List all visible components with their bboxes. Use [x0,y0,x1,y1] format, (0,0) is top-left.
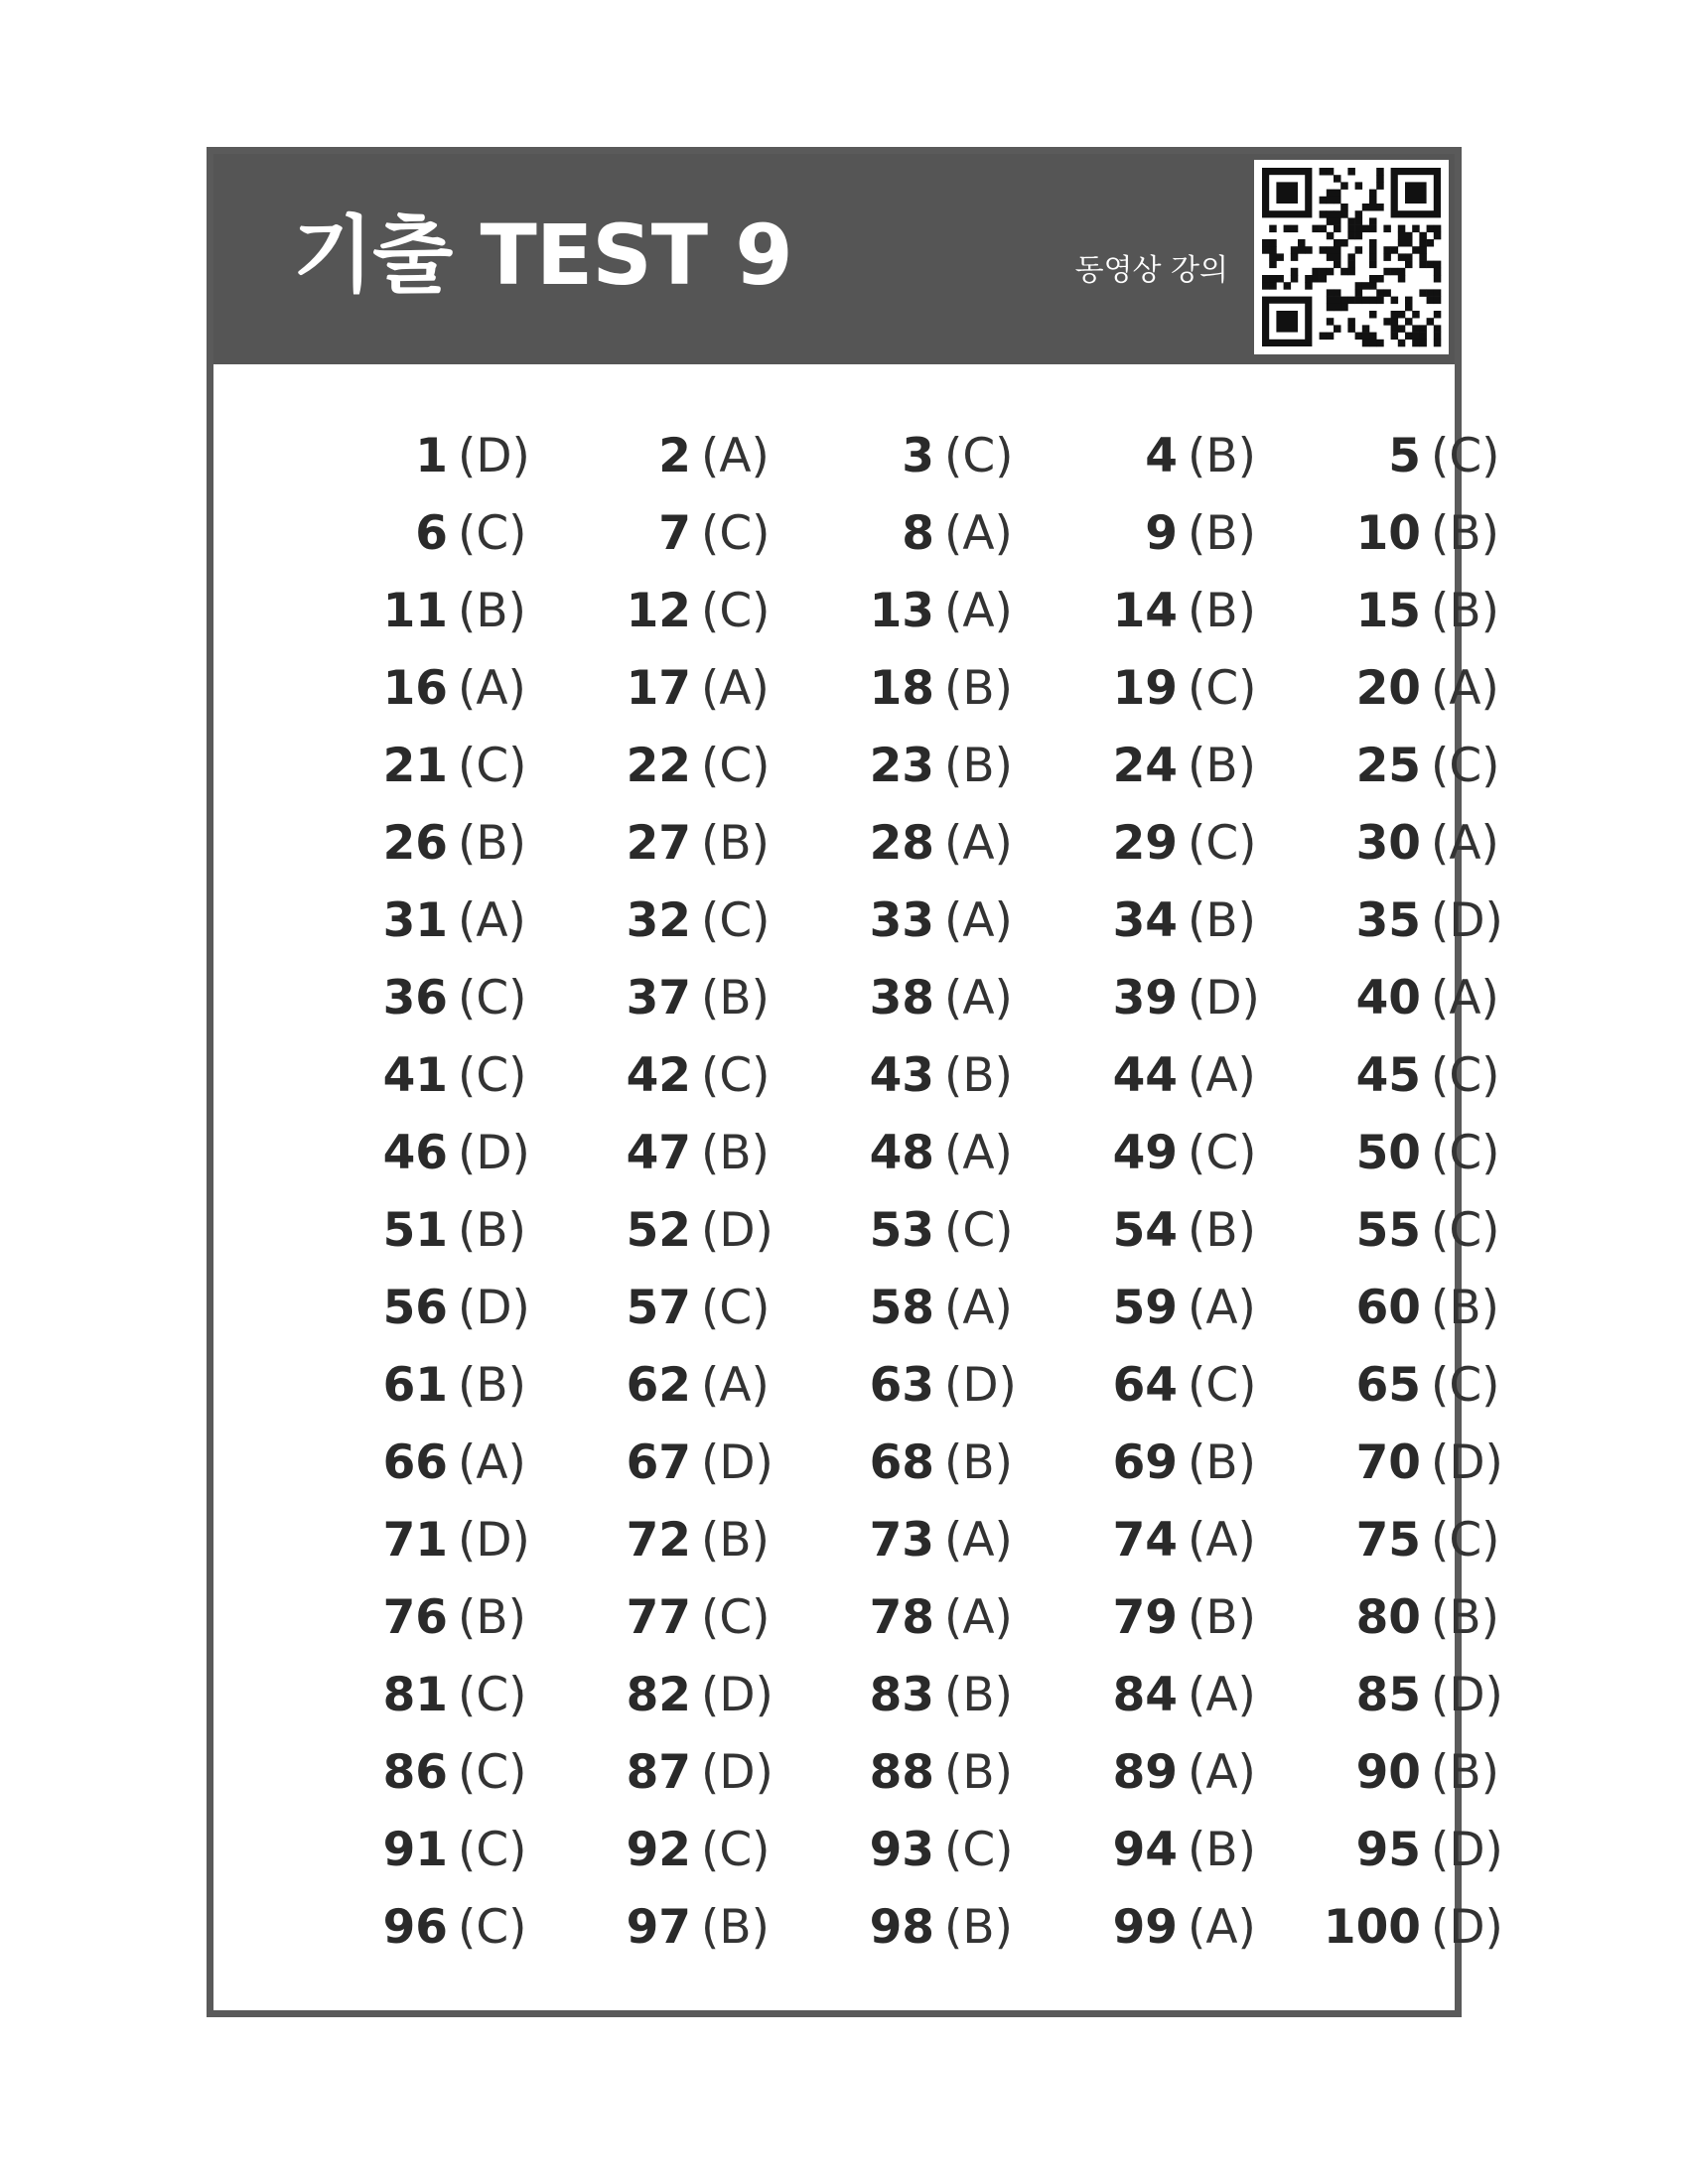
question-number: 99 [1112,1900,1178,1955]
answer-choice: (A) [458,1435,526,1490]
question-number: 51 [382,1203,448,1258]
answer-choice: (B) [1188,584,1256,638]
question-number: 55 [1355,1203,1421,1258]
answer-choice: (B) [944,739,1013,793]
answer-item [1242,1425,1540,1502]
answer-row [279,1812,1503,1889]
answer-item [1242,1270,1540,1347]
question-number: 68 [869,1435,934,1490]
qr-code-icon[interactable] [1254,160,1449,354]
question-number: 90 [1355,1745,1421,1800]
answer-choice: (A) [944,1590,1013,1645]
answer-choice: (C) [1431,1048,1500,1103]
answer-choice: (D) [458,1281,530,1335]
qr-code-graphic [1254,160,1449,354]
answer-choice: (C) [944,429,1014,483]
question-number: 29 [1112,816,1178,871]
answer-row [279,495,1499,573]
question-number: 88 [869,1745,934,1800]
question-number: 74 [1112,1513,1178,1568]
answer-choice: (B) [944,1668,1013,1722]
answer-choice: (C) [1431,1126,1500,1180]
question-number: 80 [1355,1590,1421,1645]
answer-choice: (D) [458,429,530,483]
answer-choice: (C) [458,1048,527,1103]
answer-row [279,1115,1500,1192]
answer-choice: (D) [1431,1435,1503,1490]
question-number: 11 [382,584,448,638]
answer-choice: (C) [701,1048,771,1103]
answer-choice: (B) [458,1203,526,1258]
page-title: 기출 TEST 9 [293,206,792,304]
answer-choice: (C) [701,584,771,638]
question-number: 9 [1145,506,1178,561]
answer-choice: (D) [1431,1900,1503,1955]
answer-choice: (B) [701,1126,770,1180]
question-number: 62 [626,1358,691,1413]
question-number: 17 [626,661,691,716]
question-number: 93 [869,1823,934,1877]
answer-row [279,1734,1499,1812]
answer-row [279,883,1503,960]
answer-choice: (A) [1188,1513,1256,1568]
answer-choice: (B) [1431,506,1499,561]
answer-choice: (B) [1188,1823,1256,1877]
answer-key-header [213,154,1455,364]
question-number: 95 [1355,1823,1421,1877]
question-number: 71 [382,1513,448,1568]
question-number: 47 [626,1126,691,1180]
answer-choice: (C) [1188,816,1257,871]
answer-choice: (C) [1431,739,1500,793]
question-number: 86 [382,1745,448,1800]
question-number: 100 [1323,1900,1421,1955]
question-number: 18 [869,661,934,716]
question-number: 69 [1112,1435,1178,1490]
question-number: 66 [382,1435,448,1490]
answer-item [1242,573,1540,650]
answer-choice: (C) [1431,1203,1500,1258]
answer-choice: (A) [1188,1048,1256,1103]
answer-choice: (B) [1431,1590,1499,1645]
question-number: 78 [869,1590,934,1645]
answer-choice: (A) [1431,816,1499,871]
answer-choice: (A) [944,506,1013,561]
answer-choice: (C) [1431,429,1500,483]
answer-row [279,650,1499,728]
answer-choice: (C) [458,506,527,561]
question-number: 6 [415,506,448,561]
question-number: 89 [1112,1745,1178,1800]
answer-choice: (D) [944,1358,1017,1413]
question-number: 85 [1355,1668,1421,1722]
answer-item [1242,1502,1540,1579]
question-number: 2 [658,429,691,483]
answer-choice: (A) [701,429,770,483]
question-number: 15 [1355,584,1421,638]
question-number: 67 [626,1435,691,1490]
answer-item [1242,650,1540,728]
answer-choice: (A) [1431,661,1499,716]
answer-row [279,805,1499,883]
answer-item [1242,1115,1540,1192]
answer-choice: (C) [458,1900,527,1955]
question-number: 46 [382,1126,448,1180]
question-number: 64 [1112,1358,1178,1413]
answer-choice: (C) [1188,1126,1257,1180]
question-number: 83 [869,1668,934,1722]
question-number: 35 [1355,893,1421,948]
question-number: 76 [382,1590,448,1645]
answer-row [279,1889,1503,1967]
answer-choice: (D) [701,1203,774,1258]
question-number: 91 [382,1823,448,1877]
answer-choice: (B) [944,1048,1013,1103]
question-number: 75 [1355,1513,1421,1568]
answer-choice: (C) [701,739,771,793]
answer-choice: (B) [1431,1745,1499,1800]
answer-choice: (C) [944,1823,1014,1877]
answer-choice: (D) [458,1126,530,1180]
question-number: 21 [382,739,448,793]
answer-choice: (B) [944,1435,1013,1490]
answer-choice: (A) [1188,1900,1256,1955]
question-number: 54 [1112,1203,1178,1258]
question-number: 32 [626,893,691,948]
question-number: 58 [869,1281,934,1335]
question-number: 92 [626,1823,691,1877]
question-number: 25 [1355,739,1421,793]
answer-choice: (B) [1431,1281,1499,1335]
answer-choice: (A) [701,661,770,716]
question-number: 8 [902,506,934,561]
answer-item [1242,418,1540,495]
question-number: 82 [626,1668,691,1722]
answer-choice: (B) [701,1513,770,1568]
question-number: 12 [626,584,691,638]
answer-row [279,1579,1499,1657]
answer-choice: (A) [944,971,1013,1025]
answer-item [1242,1347,1540,1425]
question-number: 13 [869,584,934,638]
question-number: 98 [869,1900,934,1955]
answer-choice: (A) [944,816,1013,871]
answer-choice: (C) [458,971,527,1025]
answer-choice: (D) [458,1513,530,1568]
answer-row [279,960,1499,1037]
question-number: 1 [415,429,448,483]
question-number: 48 [869,1126,934,1180]
question-number: 65 [1355,1358,1421,1413]
answer-choice: (A) [701,1358,770,1413]
answer-choice: (B) [1188,429,1256,483]
answer-choice: (B) [1188,893,1256,948]
answer-item [1242,1889,1540,1967]
question-number: 73 [869,1513,934,1568]
answer-choice: (A) [458,661,526,716]
answer-choice: (C) [1431,1513,1500,1568]
question-number: 38 [869,971,934,1025]
question-number: 23 [869,739,934,793]
answer-choice: (D) [701,1745,774,1800]
answer-item [1242,1657,1540,1734]
answer-choice: (C) [701,893,771,948]
question-number: 70 [1355,1435,1421,1490]
question-number: 43 [869,1048,934,1103]
answer-choice: (C) [701,1590,771,1645]
answer-grid [279,418,1503,1967]
answer-choice: (C) [458,1668,527,1722]
answer-item [1242,1192,1540,1270]
question-number: 60 [1355,1281,1421,1335]
answer-choice: (D) [1431,1823,1503,1877]
answer-row [279,1037,1500,1115]
answer-choice: (B) [701,816,770,871]
question-number: 31 [382,893,448,948]
question-number: 27 [626,816,691,871]
answer-choice: (A) [944,1281,1013,1335]
question-number: 96 [382,1900,448,1955]
answer-choice: (C) [1188,661,1257,716]
answer-choice: (D) [701,1435,774,1490]
answer-row [279,1347,1500,1425]
answer-choice: (A) [944,1513,1013,1568]
question-number: 40 [1355,971,1421,1025]
answer-row [279,1502,1500,1579]
answer-choice: (D) [1431,1668,1503,1722]
question-number: 87 [626,1745,691,1800]
answer-item [1242,805,1540,883]
answer-row [279,418,1500,495]
answer-choice: (A) [1188,1281,1256,1335]
question-number: 10 [1355,506,1421,561]
question-number: 52 [626,1203,691,1258]
answer-item [1242,1734,1540,1812]
video-lecture-label: 동영상 강의 [1074,253,1228,288]
answer-item [1242,960,1540,1037]
answer-choice: (C) [1188,1358,1257,1413]
question-number: 30 [1355,816,1421,871]
answer-choice: (B) [458,584,526,638]
answer-choice: (D) [701,1668,774,1722]
answer-choice: (B) [1431,584,1499,638]
answer-choice: (A) [458,893,526,948]
question-number: 19 [1112,661,1178,716]
question-number: 4 [1145,429,1178,483]
answer-choice: (C) [458,1823,527,1877]
answer-choice: (B) [1188,1435,1256,1490]
question-number: 61 [382,1358,448,1413]
question-number: 3 [902,429,934,483]
answer-choice: (A) [1188,1745,1256,1800]
answer-choice: (B) [944,661,1013,716]
answer-choice: (A) [944,584,1013,638]
question-number: 5 [1388,429,1421,483]
answer-choice: (B) [944,1900,1013,1955]
question-number: 20 [1355,661,1421,716]
question-number: 16 [382,661,448,716]
answer-choice: (B) [458,1590,526,1645]
answer-choice: (C) [458,739,527,793]
question-number: 50 [1355,1126,1421,1180]
question-number: 26 [382,816,448,871]
answer-choice: (B) [701,1900,770,1955]
answer-choice: (A) [1188,1668,1256,1722]
question-number: 41 [382,1048,448,1103]
question-number: 56 [382,1281,448,1335]
question-number: 84 [1112,1668,1178,1722]
question-number: 49 [1112,1126,1178,1180]
question-number: 63 [869,1358,934,1413]
answer-row [279,1192,1500,1270]
answer-choice: (C) [458,1745,527,1800]
answer-item [1242,883,1540,960]
question-number: 14 [1112,584,1178,638]
question-number: 22 [626,739,691,793]
answer-item [1242,1812,1540,1889]
answer-item [1242,1579,1540,1657]
question-number: 45 [1355,1048,1421,1103]
answer-row [279,1270,1499,1347]
answer-choice: (C) [1431,1358,1500,1413]
answer-choice: (A) [944,893,1013,948]
answer-choice: (B) [944,1745,1013,1800]
question-number: 77 [626,1590,691,1645]
question-number: 24 [1112,739,1178,793]
answer-choice: (B) [701,971,770,1025]
answer-choice: (B) [1188,1203,1256,1258]
question-number: 79 [1112,1590,1178,1645]
answer-choice: (B) [1188,739,1256,793]
answer-row [279,1657,1503,1734]
question-number: 94 [1112,1823,1178,1877]
answer-choice: (D) [1188,971,1260,1025]
question-number: 72 [626,1513,691,1568]
question-number: 28 [869,816,934,871]
answer-row [279,728,1500,805]
question-number: 33 [869,893,934,948]
answer-choice: (A) [944,1126,1013,1180]
question-number: 42 [626,1048,691,1103]
answer-choice: (B) [1188,1590,1256,1645]
question-number: 7 [658,506,691,561]
answer-key-card [207,147,1503,2017]
question-number: 44 [1112,1048,1178,1103]
question-number: 34 [1112,893,1178,948]
question-number: 97 [626,1900,691,1955]
question-number: 36 [382,971,448,1025]
answer-choice: (B) [1188,506,1256,561]
answer-row [279,573,1499,650]
answer-choice: (C) [701,1281,771,1335]
answer-choice: (A) [1431,971,1499,1025]
answer-item [1242,495,1540,573]
answer-item [1242,728,1540,805]
answer-choice: (B) [458,1358,526,1413]
question-number: 37 [626,971,691,1025]
question-number: 57 [626,1281,691,1335]
answer-choice: (C) [701,1823,771,1877]
answer-item [1242,1037,1540,1115]
answer-choice: (D) [1431,893,1503,948]
question-number: 59 [1112,1281,1178,1335]
answer-choice: (B) [458,816,526,871]
question-number: 39 [1112,971,1178,1025]
answer-row [279,1425,1503,1502]
answer-choice: (C) [701,506,771,561]
answer-choice: (C) [944,1203,1014,1258]
question-number: 81 [382,1668,448,1722]
question-number: 53 [869,1203,934,1258]
